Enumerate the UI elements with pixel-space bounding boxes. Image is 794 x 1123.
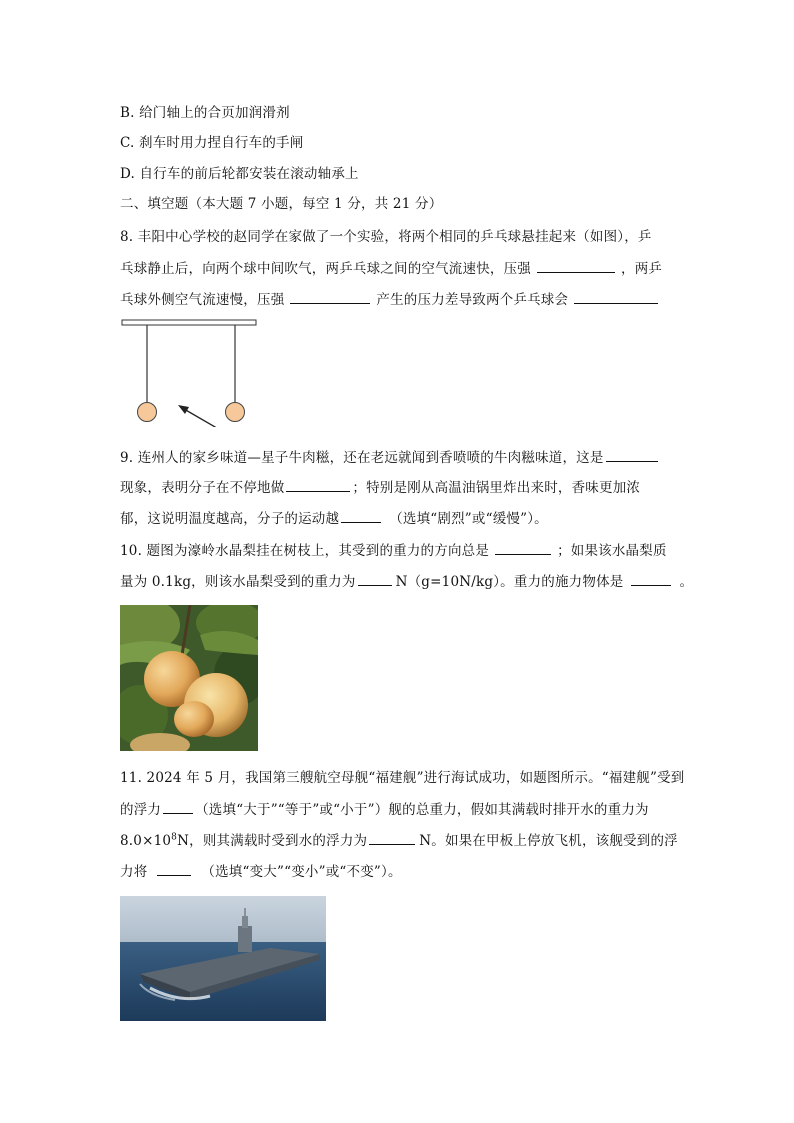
answer-blank[interactable]	[631, 571, 671, 586]
q11-line3	[120, 830, 678, 851]
q9-text: （选填“剧烈”或“缓慢”）。	[389, 511, 548, 527]
answer-blank[interactable]	[163, 799, 193, 814]
q11-text: 8.0×10	[120, 833, 172, 849]
right-ball	[226, 403, 245, 422]
q11-text: 的浮力	[120, 802, 162, 818]
q8-text: ，两乒	[621, 261, 663, 277]
option-d: D. 自行车的前后轮都安装在滚动轴承上	[120, 166, 359, 182]
answer-blank[interactable]	[358, 571, 392, 586]
q9-line3	[120, 508, 548, 529]
pear-photo	[120, 605, 258, 751]
q11-text: N。如果在甲板上停放飞机，该舰受到的浮	[419, 833, 678, 849]
q8-line2	[120, 258, 662, 279]
answer-blank[interactable]	[290, 289, 370, 304]
q11-text: 力将	[120, 864, 148, 880]
q8-line1: 8. 丰阳中心学校的赵同学在家做了一个实验，将两个相同的乒乓球悬挂起来（如图），乒	[120, 229, 652, 245]
option-b: B. 给门轴上的合页加润滑剂	[120, 105, 290, 121]
arrow-head	[178, 405, 189, 414]
carrier-photo	[120, 896, 326, 1021]
q11-line1: 11. 2024 年 5 月，我国第三艘航空母舰“福建舰”进行海试成功，如题图所示。“福建舰”受到	[120, 770, 685, 786]
q9-text: 郁，这说明温度越高，分子的运动越	[120, 511, 340, 527]
answer-blank[interactable]	[495, 540, 551, 555]
q8-text: 乓球外侧空气流速慢，压强	[120, 292, 285, 308]
answer-blank[interactable]	[574, 289, 658, 304]
q10-text: 量为 0.1kg，则该水晶梨受到的重力为	[120, 574, 356, 590]
q11-text: （选填“变大”“变小”或“不变”）。	[201, 864, 402, 880]
section-title: 二、填空题（本大题 7 小题，每空 1 分，共 21 分）	[120, 196, 443, 212]
answer-blank[interactable]	[341, 508, 381, 523]
q10-text: 。	[679, 574, 694, 590]
support-bar	[122, 320, 256, 325]
q11-text: N，则其满载时受到水的浮力为	[177, 833, 368, 849]
blow-arrow	[184, 409, 222, 427]
q9-text: 现象，表明分子在不停地做	[120, 480, 285, 496]
q10-line1	[120, 540, 667, 561]
ping-pong-diagram	[118, 317, 260, 427]
q11-text: （选填“大于”“等于”或“小于”）舰的总重力，假如其满载时排开水的重力为	[195, 802, 649, 818]
option-c: C. 刹车时用力捏自行车的手闸	[120, 135, 304, 151]
q10-text: 10. 题图为濠岭水晶梨挂在树枝上，其受到的重力的方向总是	[120, 543, 490, 559]
answer-blank[interactable]	[369, 830, 415, 845]
left-ball	[138, 403, 157, 422]
q10-text: ；如果该水晶梨质	[557, 543, 667, 559]
q10-text: N（g=10N/kg）。重力的施力物体是	[395, 574, 624, 590]
q11-line4	[120, 861, 402, 882]
q8-text: 乓球静止后，向两个球中间吹气，两乒乓球之间的空气流速快，压强	[120, 261, 531, 277]
answer-blank[interactable]	[537, 258, 615, 273]
q9-text: 9. 连州人的家乡味道—星子牛肉糍，还在老远就闻到香喷喷的牛肉糍味道，这是	[120, 450, 604, 466]
answer-blank[interactable]	[606, 447, 658, 462]
q9-line1	[120, 447, 664, 468]
exponent: 8	[171, 832, 178, 843]
answer-blank[interactable]	[157, 861, 191, 876]
q11-line2	[120, 799, 649, 820]
answer-blank[interactable]	[286, 477, 350, 492]
q8-text: 产生的压力差导致两个乒乓球会	[376, 292, 569, 308]
q9-line2	[120, 477, 640, 498]
q10-line2	[120, 571, 693, 592]
q8-line3	[120, 289, 664, 310]
q9-text: ；特别是刚从高温油锅里炸出来时，香味更加浓	[352, 480, 641, 496]
